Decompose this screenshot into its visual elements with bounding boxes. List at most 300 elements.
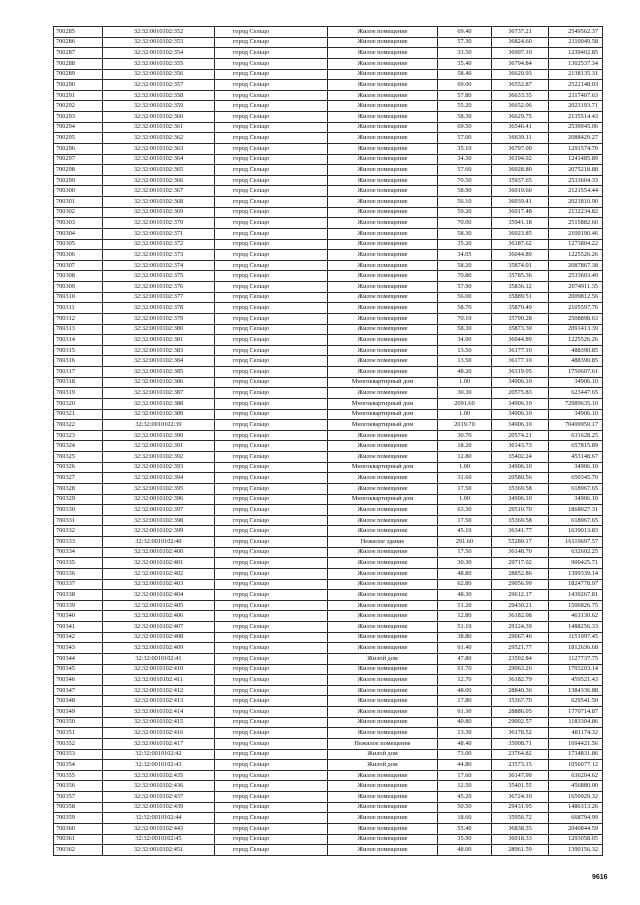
table-row: [54, 58, 603, 69]
locality-cell: город Сельцо: [215, 823, 328, 834]
object-type-cell: Жилое помещение: [328, 515, 438, 526]
object-type-cell: Жилое помещение: [328, 27, 438, 38]
area-cell: 55.40: [438, 823, 492, 834]
cadastral-value-cell: 481174.32: [549, 728, 603, 739]
cadastral-value-cell: 2533604.33: [549, 175, 603, 186]
locality-cell: город Сельцо: [215, 473, 328, 484]
object-type-cell: Жилое помещение: [328, 802, 438, 813]
table-row: [54, 611, 603, 622]
table-row: [54, 664, 603, 675]
cadastral-number-cell: 32:32:0010102:381: [103, 335, 215, 346]
cadastral-value-cell: 2023193.71: [549, 101, 603, 112]
cadastral-number-cell: 32:32:0010102:375: [103, 271, 215, 282]
cadastral-number-cell: 32:32:0010102:437: [103, 792, 215, 803]
row-number-cell: 700337: [54, 579, 103, 590]
cadastral-number-cell: 32:32:0010102:41: [103, 653, 215, 664]
specific-value-cell: 36019.60: [492, 186, 549, 197]
specific-value-cell: 35941.18: [492, 218, 549, 229]
table-row: [54, 388, 603, 399]
specific-value-cell: 28886.05: [492, 707, 549, 718]
specific-value-cell: 36039.41: [492, 197, 549, 208]
object-type-cell: Жилое помещение: [328, 707, 438, 718]
area-cell: 12.80: [438, 452, 492, 463]
object-type-cell: Жилое помещение: [328, 324, 438, 335]
cadastral-number-cell: 32:32:0010102:370: [103, 218, 215, 229]
specific-value-cell: 29430.21: [492, 600, 549, 611]
row-number-cell: 700318: [54, 377, 103, 388]
cadastral-value-cell: 2075218.88: [549, 165, 603, 176]
area-cell: 12.50: [438, 781, 492, 792]
object-type-cell: Жилое помещение: [328, 335, 438, 346]
area-cell: 2019.70: [438, 420, 492, 431]
cadastral-value-cell: 1734831.86: [549, 749, 603, 760]
table-row: [54, 643, 603, 654]
cadastral-number-cell: 32:32:0010102:384: [103, 356, 215, 367]
table-row: [54, 547, 603, 558]
specific-value-cell: 29056.99: [492, 579, 549, 590]
cadastral-number-cell: 32:32:0010102:366: [103, 175, 215, 186]
area-cell: 50.50: [438, 802, 492, 813]
cadastral-value-cell: 34906.10: [549, 462, 603, 473]
object-type-cell: Жилое помещение: [328, 122, 438, 133]
row-number-cell: 700293: [54, 112, 103, 123]
table-row: [54, 356, 603, 367]
cadastral-number-cell: 32:32:0010102:402: [103, 568, 215, 579]
cadastral-number-cell: 32:32:0010102:415: [103, 717, 215, 728]
locality-cell: город Сельцо: [215, 441, 328, 452]
cadastral-number-cell: 32:32:0010102:379: [103, 313, 215, 324]
table-row: [54, 537, 603, 548]
locality-cell: город Сельцо: [215, 813, 328, 824]
row-number-cell: 700297: [54, 154, 103, 165]
area-cell: 1.00: [438, 462, 492, 473]
specific-value-cell: 35401.55: [492, 781, 549, 792]
area-cell: 73.00: [438, 749, 492, 760]
specific-value-cell: 28852.86: [492, 568, 549, 579]
object-type-cell: Жилое помещение: [328, 207, 438, 218]
cadastral-number-cell: 32:32:0010102:413: [103, 696, 215, 707]
cadastral-number-cell: 32:32:0010102:383: [103, 345, 215, 356]
object-type-cell: Жилое помещение: [328, 48, 438, 59]
area-cell: 17.80: [438, 696, 492, 707]
locality-cell: город Сельцо: [215, 505, 328, 516]
locality-cell: город Сельцо: [215, 239, 328, 250]
area-cell: 57.00: [438, 133, 492, 144]
area-cell: 61.40: [438, 643, 492, 654]
row-number-cell: 700350: [54, 717, 103, 728]
row-number-cell: 700314: [54, 335, 103, 346]
specific-value-cell: 29612.17: [492, 590, 549, 601]
cadastral-value-cell: 72989635.10: [549, 398, 603, 409]
cadastral-number-cell: 32:32:0010102:356: [103, 69, 215, 80]
cadastral-number-cell: 32:32:0010102:436: [103, 781, 215, 792]
specific-value-cell: 36633.35: [492, 90, 549, 101]
locality-cell: город Сельцо: [215, 313, 328, 324]
table-row: [54, 590, 603, 601]
locality-cell: город Сельцо: [215, 207, 328, 218]
area-cell: 34.00: [438, 335, 492, 346]
locality-cell: город Сельцо: [215, 611, 328, 622]
specific-value-cell: 35790.28: [492, 313, 549, 324]
table-row: [54, 781, 603, 792]
specific-value-cell: 35367.70: [492, 696, 549, 707]
object-type-cell: Жилое помещение: [328, 632, 438, 643]
cadastral-value-cell: 1486313.26: [549, 802, 603, 813]
row-number-cell: 700331: [54, 515, 103, 526]
cadastral-number-cell: 32:32:0010102:394: [103, 473, 215, 484]
area-cell: 17.50: [438, 515, 492, 526]
area-cell: 35.10: [438, 143, 492, 154]
object-type-cell: Нежилое помещение: [328, 738, 438, 749]
cadastral-number-cell: 32:32:0010102:353: [103, 37, 215, 48]
cadastral-number-cell: 32:32:0010102:44: [103, 813, 215, 824]
object-type-cell: Жилое помещение: [328, 345, 438, 356]
locality-cell: город Сельцо: [215, 643, 328, 654]
area-cell: 48.20: [438, 367, 492, 378]
cadastral-number-cell: 32:32:0010102:404: [103, 590, 215, 601]
cadastral-value-cell: 650345.70: [549, 473, 603, 484]
object-type-cell: Жилое помещение: [328, 579, 438, 590]
cadastral-number-cell: 32:32:0010102:39: [103, 420, 215, 431]
specific-value-cell: 36143.73: [492, 441, 549, 452]
object-type-cell: Жилое помещение: [328, 717, 438, 728]
object-type-cell: Жилое помещение: [328, 558, 438, 569]
cadastral-number-cell: 32:32:0010102:387: [103, 388, 215, 399]
locality-cell: город Сельцо: [215, 494, 328, 505]
locality-cell: город Сельцо: [215, 143, 328, 154]
locality-cell: город Сельцо: [215, 792, 328, 803]
area-cell: 58.40: [438, 69, 492, 80]
object-type-cell: Жилое помещение: [328, 90, 438, 101]
locality-cell: город Сельцо: [215, 197, 328, 208]
specific-value-cell: 36028.80: [492, 165, 549, 176]
area-cell: 1.00: [438, 494, 492, 505]
object-type-cell: Жилое помещение: [328, 80, 438, 91]
specific-value-cell: 36629.75: [492, 112, 549, 123]
cadastral-number-cell: 32:32:0010102:414: [103, 707, 215, 718]
specific-value-cell: 36044.89: [492, 250, 549, 261]
row-number-cell: 700290: [54, 80, 103, 91]
specific-value-cell: 36017.48: [492, 207, 549, 218]
locality-cell: город Сельцо: [215, 707, 328, 718]
object-type-cell: Жилое помещение: [328, 505, 438, 516]
cadastral-number-cell: 32:32:0010102:367: [103, 186, 215, 197]
locality-cell: город Сельцо: [215, 483, 328, 494]
locality-cell: город Сельцо: [215, 345, 328, 356]
specific-value-cell: 36023.85: [492, 228, 549, 239]
row-number-cell: 700302: [54, 207, 103, 218]
locality-cell: город Сельцо: [215, 228, 328, 239]
specific-value-cell: 35369.58: [492, 515, 549, 526]
specific-value-cell: 20580.56: [492, 473, 549, 484]
area-cell: 58.30: [438, 228, 492, 239]
table-row: [54, 80, 603, 91]
area-cell: 59.20: [438, 207, 492, 218]
object-type-cell: Жилое помещение: [328, 611, 438, 622]
table-row: [54, 133, 603, 144]
object-type-cell: Многоквартирный дом: [328, 494, 438, 505]
cadastral-value-cell: 453148.67: [549, 452, 603, 463]
table-row: [54, 622, 603, 633]
object-type-cell: Жилое помещение: [328, 823, 438, 834]
row-number-cell: 700324: [54, 441, 103, 452]
row-number-cell: 700353: [54, 749, 103, 760]
cadastral-number-cell: 32:32:0010102:405: [103, 600, 215, 611]
cadastral-value-cell: 2533603.49: [549, 271, 603, 282]
specific-value-cell: 29717.02: [492, 558, 549, 569]
locality-cell: город Сельцо: [215, 558, 328, 569]
table-row: [54, 441, 603, 452]
specific-value-cell: 36044.89: [492, 335, 549, 346]
row-number-cell: 700360: [54, 823, 103, 834]
area-cell: 57.30: [438, 37, 492, 48]
area-cell: 1.00: [438, 409, 492, 420]
row-number-cell: 700356: [54, 781, 103, 792]
table-row: [54, 37, 603, 48]
locality-cell: город Сельцо: [215, 590, 328, 601]
object-type-cell: Жилое помещение: [328, 260, 438, 271]
area-cell: 18.60: [438, 813, 492, 824]
object-type-cell: Жилое помещение: [328, 643, 438, 654]
cadastral-number-cell: 32:32:0010102:45: [103, 834, 215, 845]
cadastral-number-cell: 32:32:0010102:407: [103, 622, 215, 633]
cadastral-value-cell: 2508898.63: [549, 313, 603, 324]
table-row: [54, 143, 603, 154]
area-cell: 69.00: [438, 80, 492, 91]
table-row: [54, 600, 603, 611]
table-row: [54, 526, 603, 537]
cadastral-value-cell: 459521.43: [549, 675, 603, 686]
locality-cell: город Сельцо: [215, 834, 328, 845]
object-type-cell: Жилое помещение: [328, 250, 438, 261]
area-cell: 57.80: [438, 90, 492, 101]
row-number-cell: 700299: [54, 175, 103, 186]
table-row: [54, 313, 603, 324]
locality-cell: город Сельцо: [215, 377, 328, 388]
area-cell: 30.30: [438, 388, 492, 399]
cadastral-number-cell: 32:32:0010102:392: [103, 452, 215, 463]
cadastral-value-cell: 456880.00: [549, 781, 603, 792]
table-row: [54, 101, 603, 112]
cadastral-value-cell: 618967.65: [549, 515, 603, 526]
row-number-cell: 700333: [54, 537, 103, 548]
cadastral-number-cell: 32:32:0010102:439: [103, 802, 215, 813]
cadastral-value-cell: 618967.65: [549, 483, 603, 494]
locality-cell: город Сельцо: [215, 802, 328, 813]
cadastral-number-cell: 32:32:0010102:403: [103, 579, 215, 590]
cadastral-number-cell: 32:32:0010102:374: [103, 260, 215, 271]
row-number-cell: 700359: [54, 813, 103, 824]
row-number-cell: 700355: [54, 770, 103, 781]
table-row: [54, 48, 603, 59]
cadastral-value-cell: 16119697.57: [549, 537, 603, 548]
table-row: [54, 675, 603, 686]
table-row: [54, 335, 603, 346]
specific-value-cell: 20574.21: [492, 430, 549, 441]
area-cell: 63.30: [438, 505, 492, 516]
table-row: [54, 250, 603, 261]
table-row: [54, 515, 603, 526]
object-type-cell: Многоквартирный дом: [328, 409, 438, 420]
cadastral-value-cell: 1239402.85: [549, 48, 603, 59]
cadastral-value-cell: 1241485.89: [549, 154, 603, 165]
locality-cell: город Сельцо: [215, 398, 328, 409]
specific-value-cell: 55280.17: [492, 537, 549, 548]
area-cell: 48.00: [438, 685, 492, 696]
row-number-cell: 700303: [54, 218, 103, 229]
specific-value-cell: 36639.11: [492, 133, 549, 144]
cadastral-value-cell: 1293058.05: [549, 834, 603, 845]
object-type-cell: Жилое помещение: [328, 845, 438, 856]
cadastral-number-cell: 32:32:0010102:395: [103, 483, 215, 494]
cadastral-value-cell: 1770714.87: [549, 707, 603, 718]
locality-cell: город Сельцо: [215, 250, 328, 261]
object-type-cell: Жилое помещение: [328, 590, 438, 601]
cadastral-value-cell: 1291574.70: [549, 143, 603, 154]
object-type-cell: Жилое помещение: [328, 282, 438, 293]
object-type-cell: Жилое помещение: [328, 568, 438, 579]
cadastral-value-cell: 1151097.45: [549, 632, 603, 643]
specific-value-cell: 29510.70: [492, 505, 549, 516]
cadastral-number-cell: 32:32:0010102:396: [103, 494, 215, 505]
area-cell: 31.60: [438, 473, 492, 484]
object-type-cell: Жилое помещение: [328, 473, 438, 484]
table-row: [54, 749, 603, 760]
row-number-cell: 700330: [54, 505, 103, 516]
locality-cell: город Сельцо: [215, 600, 328, 611]
cadastral-value-cell: 1390156.32: [549, 845, 603, 856]
cadastral-value-cell: 2121554.44: [549, 186, 603, 197]
area-cell: 17.50: [438, 483, 492, 494]
specific-value-cell: 36838.35: [492, 823, 549, 834]
table-row: [54, 271, 603, 282]
cadastral-number-cell: 32:32:0010102:391: [103, 441, 215, 452]
locality-cell: город Сельцо: [215, 770, 328, 781]
table-body: [54, 27, 603, 856]
specific-value-cell: 36737.21: [492, 27, 549, 38]
table-row: [54, 685, 603, 696]
locality-cell: город Сельцо: [215, 462, 328, 473]
table-row: [54, 483, 603, 494]
table-row: [54, 760, 603, 771]
specific-value-cell: 34906.10: [492, 494, 549, 505]
locality-cell: город Сельцо: [215, 664, 328, 675]
row-number-cell: 700317: [54, 367, 103, 378]
cadastral-value-cell: 2040844.59: [549, 823, 603, 834]
object-type-cell: Жилое помещение: [328, 239, 438, 250]
object-type-cell: Жилое помещение: [328, 228, 438, 239]
object-type-cell: Жилое помещение: [328, 313, 438, 324]
cadastral-number-cell: 32:32:0010102:369: [103, 207, 215, 218]
locality-cell: город Сельцо: [215, 537, 328, 548]
specific-value-cell: 36997.10: [492, 48, 549, 59]
row-number-cell: 700294: [54, 122, 103, 133]
locality-cell: город Сельцо: [215, 717, 328, 728]
object-type-cell: Жилое помещение: [328, 388, 438, 399]
cadastral-value-cell: 2091413.39: [549, 324, 603, 335]
locality-cell: город Сельцо: [215, 324, 328, 335]
object-type-cell: Жилое помещение: [328, 303, 438, 314]
locality-cell: город Сельцо: [215, 335, 328, 346]
area-cell: 12.70: [438, 675, 492, 686]
area-cell: 13.50: [438, 345, 492, 356]
object-type-cell: Жилое помещение: [328, 685, 438, 696]
specific-value-cell: 29431.95: [492, 802, 549, 813]
object-type-cell: Жилое помещение: [328, 218, 438, 229]
object-type-cell: Жилое помещение: [328, 664, 438, 675]
row-number-cell: 700287: [54, 48, 103, 59]
table-row: [54, 197, 603, 208]
row-number-cell: 700354: [54, 760, 103, 771]
table-row: [54, 69, 603, 80]
cadastral-number-cell: 32:32:0010102:409: [103, 643, 215, 654]
cadastral-number-cell: 32:32:0010102:385: [103, 367, 215, 378]
locality-cell: город Сельцо: [215, 292, 328, 303]
cadastral-number-cell: 32:32:0010102:389: [103, 409, 215, 420]
locality-cell: город Сельцо: [215, 154, 328, 165]
row-number-cell: 700305: [54, 239, 103, 250]
area-cell: 70.10: [438, 313, 492, 324]
object-type-cell: Жилое помещение: [328, 186, 438, 197]
specific-value-cell: 35836.12: [492, 282, 549, 293]
row-number-cell: 700342: [54, 632, 103, 643]
table-row: [54, 90, 603, 101]
locality-cell: город Сельцо: [215, 515, 328, 526]
cadastral-number-cell: 32:32:0010102:364: [103, 154, 215, 165]
specific-value-cell: 36018.33: [492, 834, 549, 845]
locality-cell: город Сельцо: [215, 69, 328, 80]
table-row: [54, 292, 603, 303]
locality-cell: город Сельцо: [215, 749, 328, 760]
object-type-cell: Жилое помещение: [328, 483, 438, 494]
cadastral-value-cell: 1694421.56: [549, 738, 603, 749]
cadastral-number-cell: 32:32:0010102:361: [103, 122, 215, 133]
cadastral-value-cell: 488390.85: [549, 345, 603, 356]
cadastral-number-cell: 32:32:0010102:373: [103, 250, 215, 261]
object-type-cell: Жилое помещение: [328, 675, 438, 686]
table-row: [54, 802, 603, 813]
row-number-cell: 700336: [54, 568, 103, 579]
object-type-cell: Жилое помещение: [328, 452, 438, 463]
cadastral-number-cell: 32:32:0010102:42: [103, 749, 215, 760]
row-number-cell: 700319: [54, 388, 103, 399]
row-number-cell: 700308: [54, 271, 103, 282]
table-row: [54, 473, 603, 484]
specific-value-cell: 36187.62: [492, 239, 549, 250]
area-cell: 38.80: [438, 632, 492, 643]
cadastral-number-cell: 32:32:0010102:451: [103, 845, 215, 856]
locality-cell: город Сельцо: [215, 186, 328, 197]
locality-cell: город Сельцо: [215, 58, 328, 69]
cadastral-value-cell: 629541.50: [549, 696, 603, 707]
table-row: [54, 239, 603, 250]
specific-value-cell: 36147.99: [492, 770, 549, 781]
specific-value-cell: 35873.30: [492, 324, 549, 335]
locality-cell: город Сельцо: [215, 122, 328, 133]
row-number-cell: 700307: [54, 260, 103, 271]
cadastral-value-cell: 1812636.68: [549, 643, 603, 654]
cadastral-value-cell: 34906.10: [549, 494, 603, 505]
cadastral-value-cell: 1273804.22: [549, 239, 603, 250]
locality-cell: город Сельцо: [215, 526, 328, 537]
object-type-cell: Жилое помещение: [328, 430, 438, 441]
specific-value-cell: 35889.51: [492, 292, 549, 303]
cadastral-value-cell: 488390.85: [549, 356, 603, 367]
cadastral-number-cell: 32:32:0010102:354: [103, 48, 215, 59]
cadastral-value-cell: 1659929.32: [549, 792, 603, 803]
area-cell: 69.40: [438, 27, 492, 38]
area-cell: 13.30: [438, 728, 492, 739]
